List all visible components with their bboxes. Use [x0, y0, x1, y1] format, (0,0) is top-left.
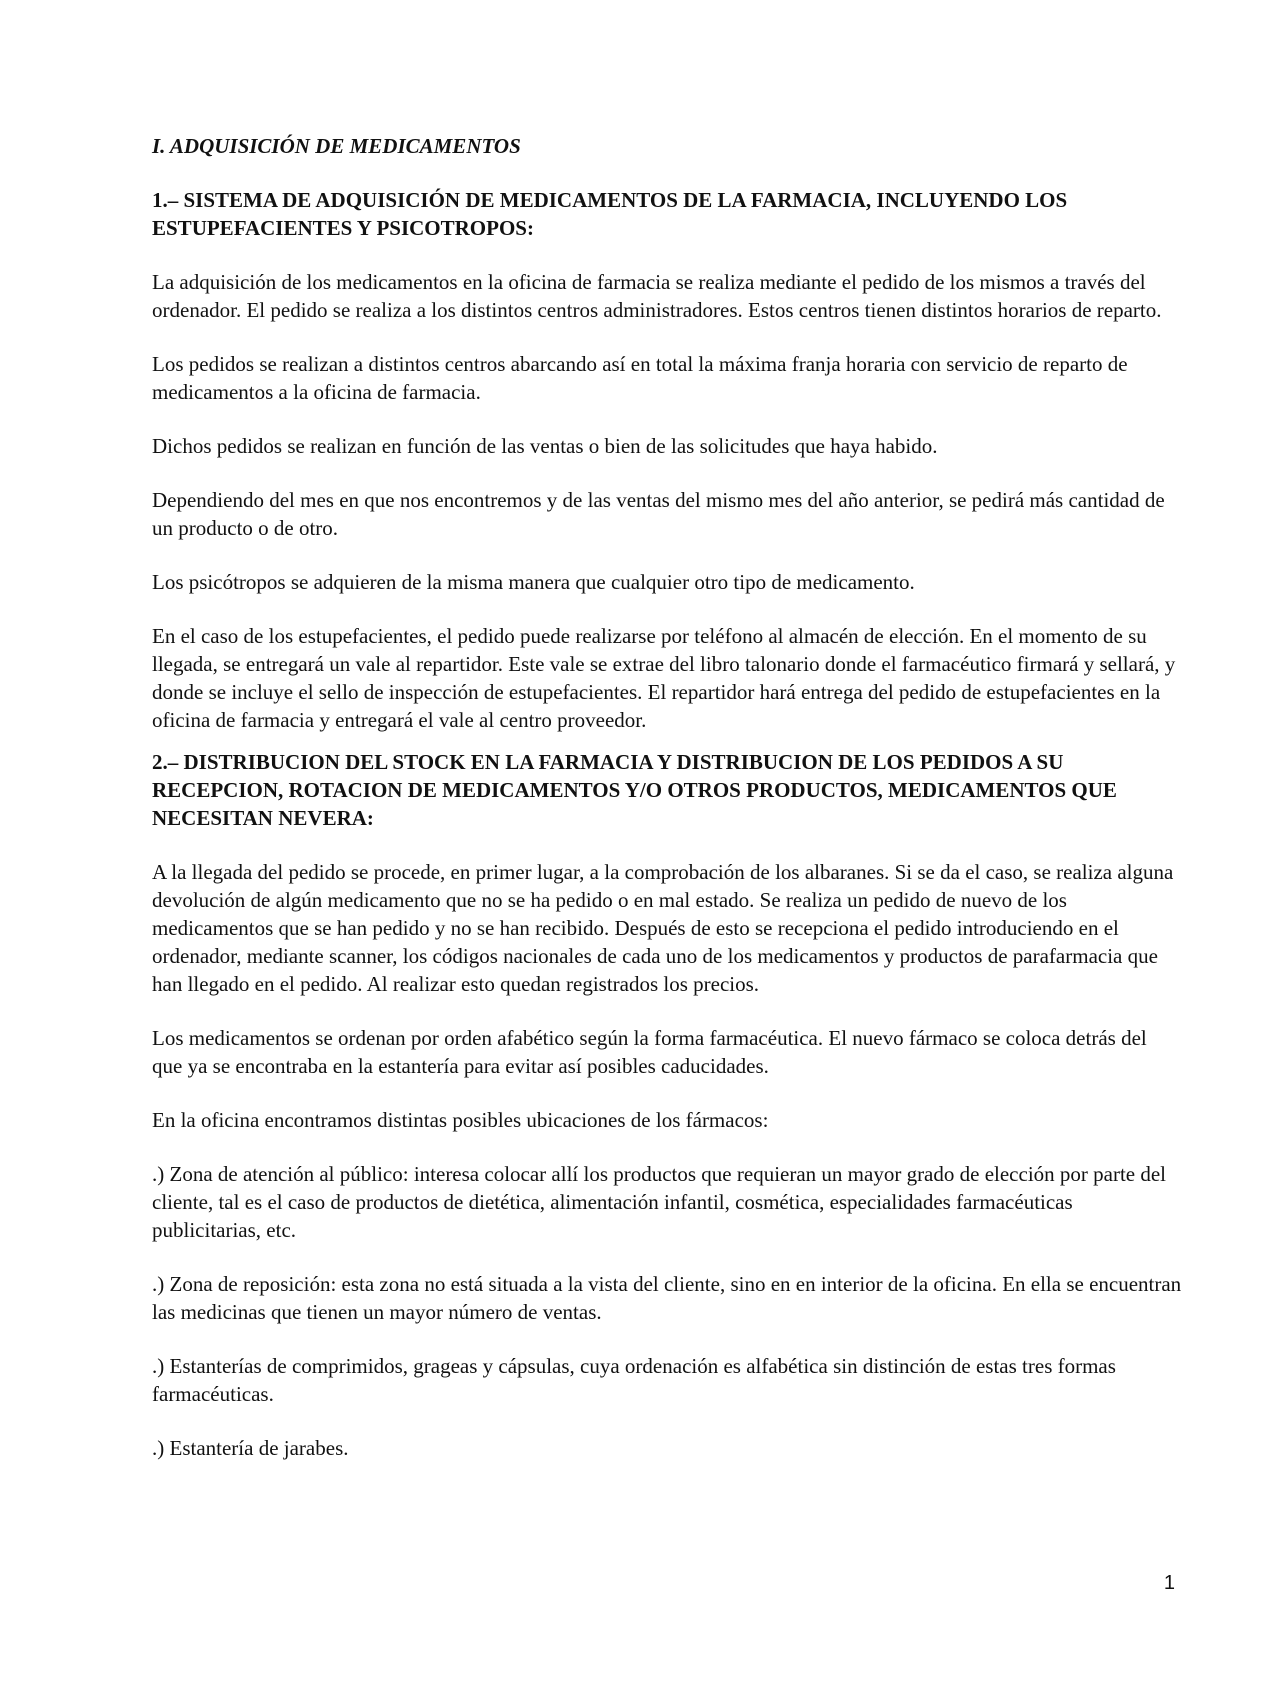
section-1-paragraph: La adquisición de los medicamentos en la oficina de farmacia se realiza mediante el pedido de los mismos a través del ordenador. El pedido se realiza a los distintos centros administradores. Estos centros tienen distintos horarios de reparto.	[152, 270, 1162, 322]
section-1-paragraph: Dichos pedidos se realizan en función de las ventas o bien de las solicitudes que haya habido.	[152, 434, 938, 458]
section-1-paragraph: En el caso de los estupefacientes, el pedido puede realizarse por teléfono al almacén de elección. En el momento de su llegada, se entregará un vale al repartidor. Este vale se extrae del libro talonario donde el farmacéutico firmará y sellará, y donde se incluye el sello de inspección de estupefacientes. El repartidor hará entrega del pedido de estupefacientes en la oficina de farmacia y entregará el vale al centro proveedor.	[152, 624, 1176, 732]
section-2-paragraph: A la llegada del pedido se procede, en primer lugar, a la comprobación de los albaranes. Si se da el caso, se realiza alguna devolución de algún medicamento que no se ha pedido o en mal estado. Se realiza un pedido de nuevo de los medicamentos que se han pedido y no se han recibido. Después de esto se recepciona el pedido introduciendo en el ordenador, mediante scanner, los códigos nacionales de cada uno de los medicamentos y productos de parafarmacia que han llegado en el pedido. Al realizar esto quedan registrados los precios.	[152, 860, 1174, 996]
section-2-paragraph: Los medicamentos se ordenan por orden afabético según la forma farmacéutica. El nuevo fármaco se coloca detrás del que ya se encontraba en la estantería para evitar así posibles caducidades.	[152, 1026, 1147, 1078]
location-list-item: .) Zona de atención al público: interesa colocar allí los productos que requieran un mayor grado de elección por parte del cliente, tal es el caso de productos de dietética, alimentación infantil, cosmética, especialidades farmacéuticas publicitarias, etc.	[152, 1162, 1167, 1242]
page-number: 1	[1163, 1572, 1175, 1594]
section-1-paragraph: Los psicótropos se adquieren de la misma manera que cualquier otro tipo de medicamento.	[152, 570, 915, 594]
document-page	[152, 132, 1182, 1488]
location-list-item: .) Estantería de jarabes.	[152, 1436, 349, 1460]
section-1-paragraph: Los pedidos se realizan a distintos centros abarcando así en total la máxima franja horaria con servicio de reparto de medicamentos a la oficina de farmacia.	[152, 352, 1128, 404]
section-1-heading: 1.– SISTEMA DE ADQUISICIÓN DE MEDICAMENTOS DE LA FARMACIA, INCLUYENDO LOS ESTUPEFACIENTES Y PSICOTROPOS:	[152, 188, 1068, 240]
section-1-paragraph: Dependiendo del mes en que nos encontremos y de las ventas del mismo mes del año anterior, se pedirá más cantidad de un producto o de otro.	[152, 488, 1165, 540]
document-title: I. ADQUISICIÓN DE MEDICAMENTOS	[152, 134, 521, 158]
section-2-paragraph: En la oficina encontramos distintas posibles ubicaciones de los fármacos:	[152, 1108, 769, 1132]
location-list-item: .) Estanterías de comprimidos, grageas y cápsulas, cuya ordenación es alfabética sin distinción de estas tres formas farmacéuticas.	[152, 1354, 1116, 1406]
section-2-heading: 2.– DISTRIBUCION DEL STOCK EN LA FARMACIA Y DISTRIBUCION DE LOS PEDIDOS A SU RECEPCION, ROTACION DE MEDICAMENTOS Y/O OTROS PRODUCTOS, MEDICAMENTOS QUE NECESITAN NEVERA:	[152, 750, 1117, 830]
location-list-item: .) Zona de reposición: esta zona no está situada a la vista del cliente, sino en en interior de la oficina. En ella se encuentran las medicinas que tienen un mayor número de ventas.	[152, 1272, 1182, 1324]
